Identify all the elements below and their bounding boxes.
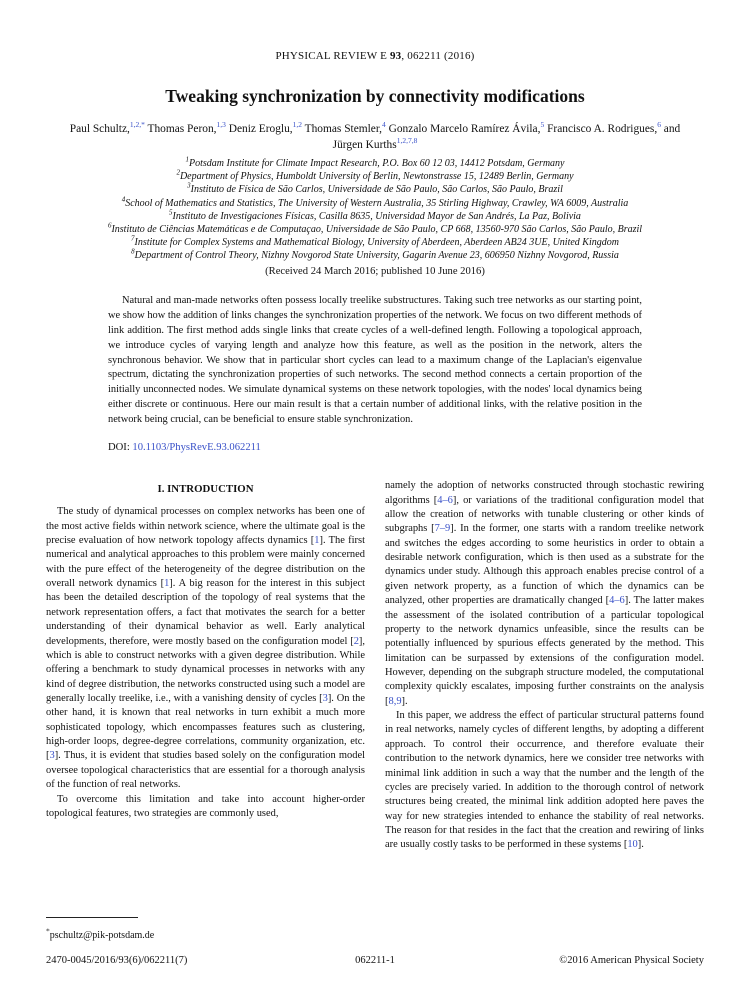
citation-link[interactable]: 7–9 [434, 523, 451, 535]
affiliation-number: 8 [131, 247, 135, 256]
citation-link[interactable]: 1 [164, 578, 170, 590]
affiliation: $^2$Department of Physics, Humboldt University of Berlin, Newtonstrasse 15, 12489 Berlin, Germany [176, 168, 574, 183]
page-footer [46, 955, 704, 966]
citation-link[interactable]: 4–6 [437, 494, 453, 506]
left-column-paragraphs [46, 505, 365, 821]
author-affiliation-sup: 6 [657, 120, 661, 130]
author-affiliation-sup: 4 [382, 120, 386, 130]
two-column-body [0, 479, 750, 947]
citation-link[interactable]: 3 [322, 693, 328, 704]
right-column-paragraphs [385, 479, 704, 852]
journal-volume: 93 [389, 50, 402, 62]
citation-link[interactable]: 2 [353, 635, 359, 647]
author-affiliation-sup: 1,2,7,8 [396, 136, 418, 146]
author: Deniz Eroglu,$^{1,2}$ [228, 120, 302, 135]
affiliation: $^7$Institute for Complex Systems and Mathematical Biology, University of Aberdeen, Aberdeen AB24 3UE, United Kingdom [131, 234, 619, 249]
left-column [46, 479, 365, 947]
affiliation-number: 2 [176, 168, 180, 177]
author: Thomas Peron,$^{1,3}$ [147, 120, 226, 135]
affiliation: $^6$Instituto de Ciências Matemáticas e de Computaçao, Universidade de São Paulo, CP 668, 13560-970 São Carlos, São Paulo, Brazil [107, 221, 643, 235]
affiliation-number: 7 [131, 234, 135, 243]
journal-name: PHYSICAL REVIEW E [275, 50, 390, 62]
right-column [385, 479, 704, 947]
affiliation: $^3$Instituto de Física de São Carlos, Universidade de São Paulo, São Carlos, São Paulo, Brazil [187, 181, 563, 196]
author-affiliation-sup: 1,3 [216, 120, 226, 130]
paragraph: The study of dynamical processes on complex networks has been one of the most active fields within network science, where the ultimate goal is the precise evaluation of how network topology affects dynamics [1]. The first numerical and analytical approaches to this problem were mainly concerned with the pure effect of the heterogeneity of the degree distribution on the overall network dynamics [1]. A big reason for the interest in this subject has been the detailed description of the topology of real systems that the network representation offers, a fact that motivates the search for a better understanding of their dynamical behavior as well. Early analytical developments, therefore, were mostly based on the configuration model [2], which is able to construct networks with a given degree distribution. While offering a benchmark to study dynamical processes in networks with any kind of degree distribution, the networks constructed using such a model are generally locally treelike, i.e., with a vanishing density of cycles [3]. On the other hand, it is known that real networks in turn exhibit a much more sophisticated topology, which encompasses features such as clustering, high-order loops, degree-degree correlations, community organization, etc. [3]. Thus, it is evident that studies based solely on the configuration model oversee topological characteristics that are essential for a thorough analysis of the function of real networks. [46, 506, 366, 791]
affiliation-number: 3 [187, 181, 191, 190]
author: Francisco A. Rodrigues,$^6$ [547, 120, 661, 135]
author-affiliation-sup: 5 [540, 120, 545, 130]
author: Gonzalo Marcelo Ramírez Ávila,$^5$ [388, 120, 545, 135]
footnote-email-text: pschultz@pik-potsdam.de [49, 930, 155, 942]
author: Thomas Stemler,$^4$ [304, 120, 386, 135]
author: Paul Schultz,$^{1,2,*}$ [69, 120, 145, 135]
affiliation: $^5$Instituto de Investigaciones Físicas, Casilla 8635, Universidad Mayor de San Andrés, La Paz, Bolivia [169, 208, 581, 222]
author-affiliation-sup: 1,2,* [129, 120, 145, 130]
author-list [55, 122, 695, 154]
paragraph: In this paper, we address the effect of particular structural patterns found in real networks, namely cycles of different lengths, by adopting a different approach. To control their occurrence, and therefore evaluate their contribution to the network dynamics, here we consider tree networks with minimal link addition in such a way that the number and the length of the cycles are precisely varied. In addition to the thorough control of network structures being created, the minimal link addition adopted here paves the way for new strategies intended to enhance the stability of real networks. The reason for that resides in the fact that the creation and rewiring of links are usually costly tasks to be performed in these systems [10]. [385, 710, 704, 851]
footer-page-number: 062211-1 [355, 955, 395, 966]
footnote-rule [46, 917, 138, 918]
footnote-email [46, 927, 365, 942]
journal-header [0, 0, 750, 62]
author: and Jürgen Kurths$^{1,2,7,8}$ [332, 123, 681, 151]
footer-copyright: ©2016 American Physical Society [559, 955, 704, 966]
affiliation: $^1$Potsdam Institute for Climate Impact Research, P.O. Box 60 12 03, 14412 Potsdam, Germany [185, 155, 565, 169]
citation-link[interactable]: 10 [627, 839, 638, 851]
affiliation-number: 1 [185, 155, 189, 164]
citation-link[interactable]: 3 [49, 750, 55, 762]
affiliation-number: 5 [169, 208, 173, 217]
paragraph: namely the adoption of networks constructed through stochastic rewiring algorithms [4–6], or variations of the traditional configuration model that allow the creation of networks with tunable clustering or other kinds of subgraphs [7–9]. In the former, one starts with a random treelike network and switches the edges according to some heuristics in order to obtain a desirable network configuration, which is then used as a substrate for the dynamics under study. Although this approach enables precise control of a given network property, as a function of which the dynamics can be analyzed, other properties are dramatically changed [4–6]. The latter makes the assessment of the isolated contribution of a particular topological property to the network dynamics unfeasible, since the results can be potentially influenced by spurious effects generated by the method. This limitation can be surpassed by extensions of the configuration model. However, depending on the subgraph structure modeled, the computational complexity quickly escalates, imposing further constraints on the analysis [8,9]. [385, 480, 705, 707]
affiliation-number: 4 [121, 195, 126, 204]
abstract: Natural and man-made networks often possess locally treelike substructures. Taking such tree networks as our starting point, we show how the addition of links changes the synchronization properties of the network. We focus on two different methods of link addition. The first method adds single links that create cycles of a well-defined length. Following a topological approach, we introduce cycles of varying length and analyze how this feature, as well as the position in the network, alters the synchronous behavior. We show that in particular short cycles can lead to a maximum change of the Laplacian's eigenvalue spectrum, dictating the synchronization properties of such networks. The second method connects a certain proportion of the initially unconnected nodes. We simulate dynamical systems on these network topologies, with the nodes' local dynamics being either discrete or continuous. Here our main result is that a certain number of additional links, with the relative position in the network being crucial, can be beneficial to ensure stable synchronization. [108, 295, 642, 425]
affiliation-number: 6 [107, 221, 112, 230]
section-heading-introduction: I. INTRODUCTION [157, 483, 254, 496]
page-title: Tweaking synchronization by connectivity modifications [165, 86, 585, 106]
author-affiliation-sup: 1,2 [292, 120, 302, 130]
received-line: (Received 24 March 2016; published 10 June 2016) [265, 266, 485, 278]
footnote-marker: * [46, 927, 50, 936]
affiliation-list [0, 157, 750, 263]
footnote-block [46, 917, 365, 947]
affiliation: $^4$School of Mathematics and Statistics, The University of Western Australia, 35 Stirling Highway, Crawley, WA 6009, Australia [121, 195, 629, 209]
citation-link[interactable]: 4–6 [609, 595, 625, 607]
doi-link[interactable]: 10.1103/PhysRevE.93.062211 [132, 442, 261, 454]
citation-link[interactable]: 8,9 [388, 695, 402, 707]
paragraph: To overcome this limitation and take into account higher-order topological features, two strategies are commonly used, [46, 793, 365, 819]
doi-line [108, 442, 642, 453]
citation-link[interactable]: 1 [314, 535, 320, 547]
affiliation: $^8$Department of Control Theory, Nizhny Novgorod State University, Gagarin Avenue 23, 606950 Nizhny Novgorod, Russia [131, 247, 619, 262]
footer-issn-code: 2470-0045/2016/93(6)/062211(7) [46, 955, 188, 966]
journal-issue: , 062211 (2016) [401, 50, 475, 62]
doi-label: DOI: [108, 442, 133, 454]
